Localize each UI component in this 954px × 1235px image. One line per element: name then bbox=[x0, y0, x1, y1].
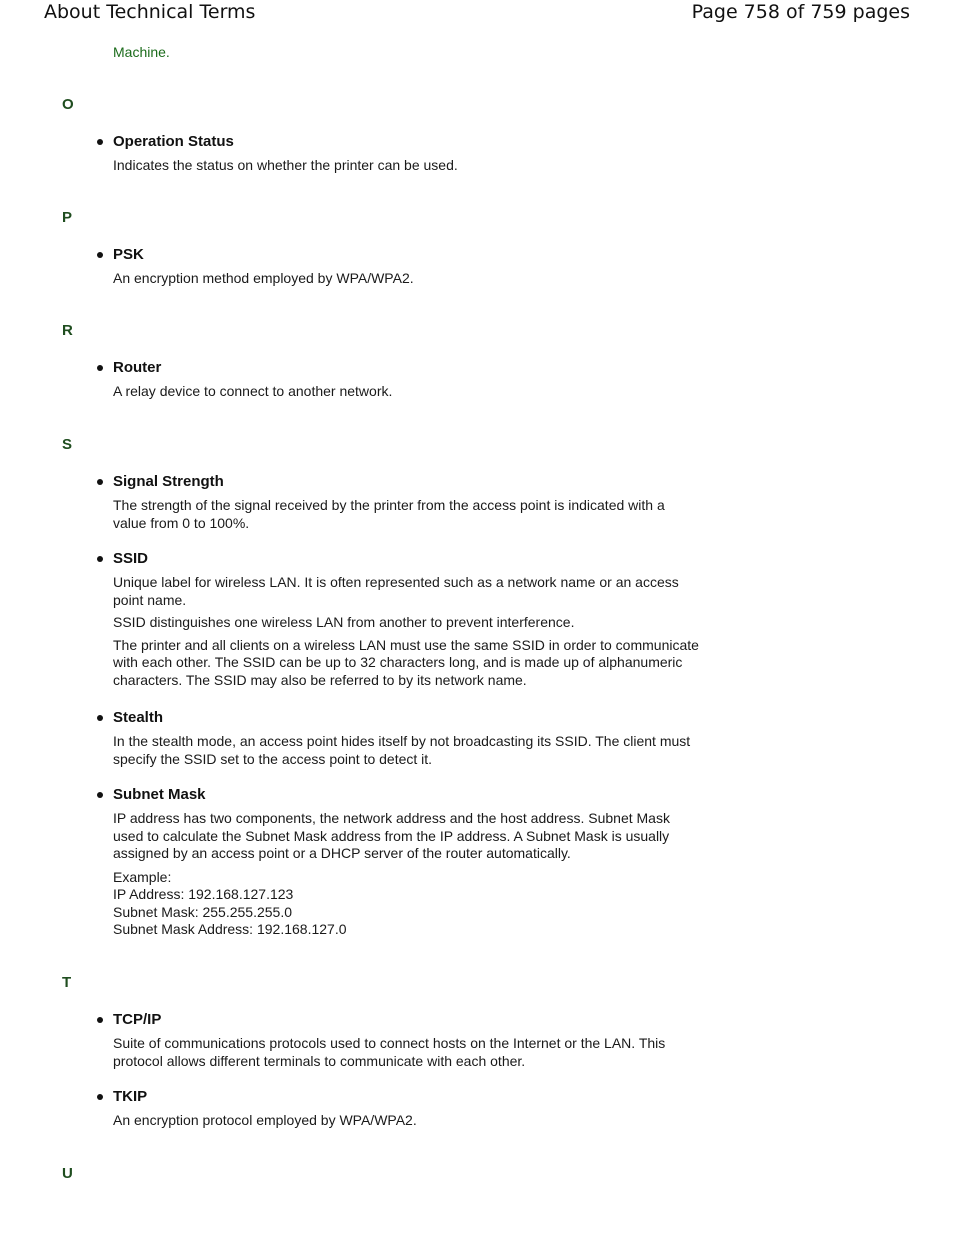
example-label: Example: bbox=[113, 868, 172, 885]
term-router bbox=[95, 359, 700, 401]
section-letter-s: S bbox=[62, 436, 73, 453]
section-letter-t: T bbox=[62, 974, 72, 991]
term-description: SSID distinguishes one wireless LAN from another to prevent interference. bbox=[113, 614, 575, 630]
term-operation-status bbox=[95, 133, 700, 175]
term-title: PSK bbox=[95, 246, 700, 264]
term-title: TCP/IP bbox=[95, 1011, 700, 1029]
link-suffix: . bbox=[165, 44, 170, 60]
term-description: IP address has two components, the network address and the host address. Subnet Mask used to calculate the Subnet Mask address from the IP address. A Subnet Mask is usually assigned by an access point or a DHCP server of the router automatically. bbox=[113, 810, 670, 861]
example-ip-address: IP Address: 192.168.127.123 bbox=[113, 886, 294, 902]
term-signal-strength bbox=[95, 473, 700, 532]
machine-link-text[interactable]: Machine bbox=[113, 44, 166, 60]
term-description: In the stealth mode, an access point hides itself by not broadcasting its SSID. The client must specify the SSID set to the access point to detect it. bbox=[113, 733, 691, 767]
term-title: Signal Strength bbox=[95, 473, 700, 491]
term-description: A relay device to connect to another network. bbox=[113, 383, 393, 399]
term-description: The strength of the signal received by the printer from the access point is indicated with a value from 0 to 100%. bbox=[113, 497, 665, 531]
document-title: About Technical Terms bbox=[44, 1, 256, 23]
term-description: An encryption protocol employed by WPA/WPA2. bbox=[113, 1112, 417, 1128]
term-tkip bbox=[95, 1088, 700, 1130]
section-letter-p: P bbox=[62, 209, 73, 226]
section-letter-u: U bbox=[62, 1165, 73, 1182]
page-counter: Page 758 of 759 pages bbox=[691, 1, 910, 23]
term-description: Indicates the status on whether the printer can be used. bbox=[113, 157, 458, 173]
section-letter-o: O bbox=[62, 96, 74, 113]
term-description: Unique label for wireless LAN. It is often represented such as a network name or an access point name. bbox=[113, 574, 679, 608]
term-title: TKIP bbox=[95, 1088, 700, 1106]
term-description: An encryption method employed by WPA/WPA2. bbox=[113, 270, 414, 286]
term-title: Operation Status bbox=[95, 133, 700, 151]
term-stealth bbox=[95, 709, 700, 768]
term-psk bbox=[95, 246, 700, 288]
term-title: Subnet Mask bbox=[95, 786, 700, 804]
term-title: Stealth bbox=[95, 709, 700, 727]
page-header bbox=[44, 0, 910, 26]
example-subnet-mask-address: Subnet Mask Address: 192.168.127.0 bbox=[113, 921, 347, 937]
term-title: SSID bbox=[95, 550, 700, 568]
term-title: Router bbox=[95, 359, 700, 377]
section-letter-r: R bbox=[62, 322, 73, 339]
term-tcp-ip bbox=[95, 1011, 700, 1070]
term-description: The printer and all clients on a wireless LAN must use the same SSID in order to communicate with each other. The SSID can be up to 32 characters long, and is made up of alphanumeric characters. The SSID may also be referred to by its network name. bbox=[113, 636, 699, 688]
term-subnet-mask bbox=[95, 786, 700, 939]
term-ssid bbox=[95, 550, 700, 689]
machine-link[interactable] bbox=[113, 44, 170, 60]
term-description: Suite of communications protocols used to connect hosts on the Internet or the LAN. This protocol allows different terminals to communicate with each other. bbox=[113, 1035, 666, 1069]
example-subnet-mask: Subnet Mask: 255.255.255.0 bbox=[113, 903, 293, 920]
